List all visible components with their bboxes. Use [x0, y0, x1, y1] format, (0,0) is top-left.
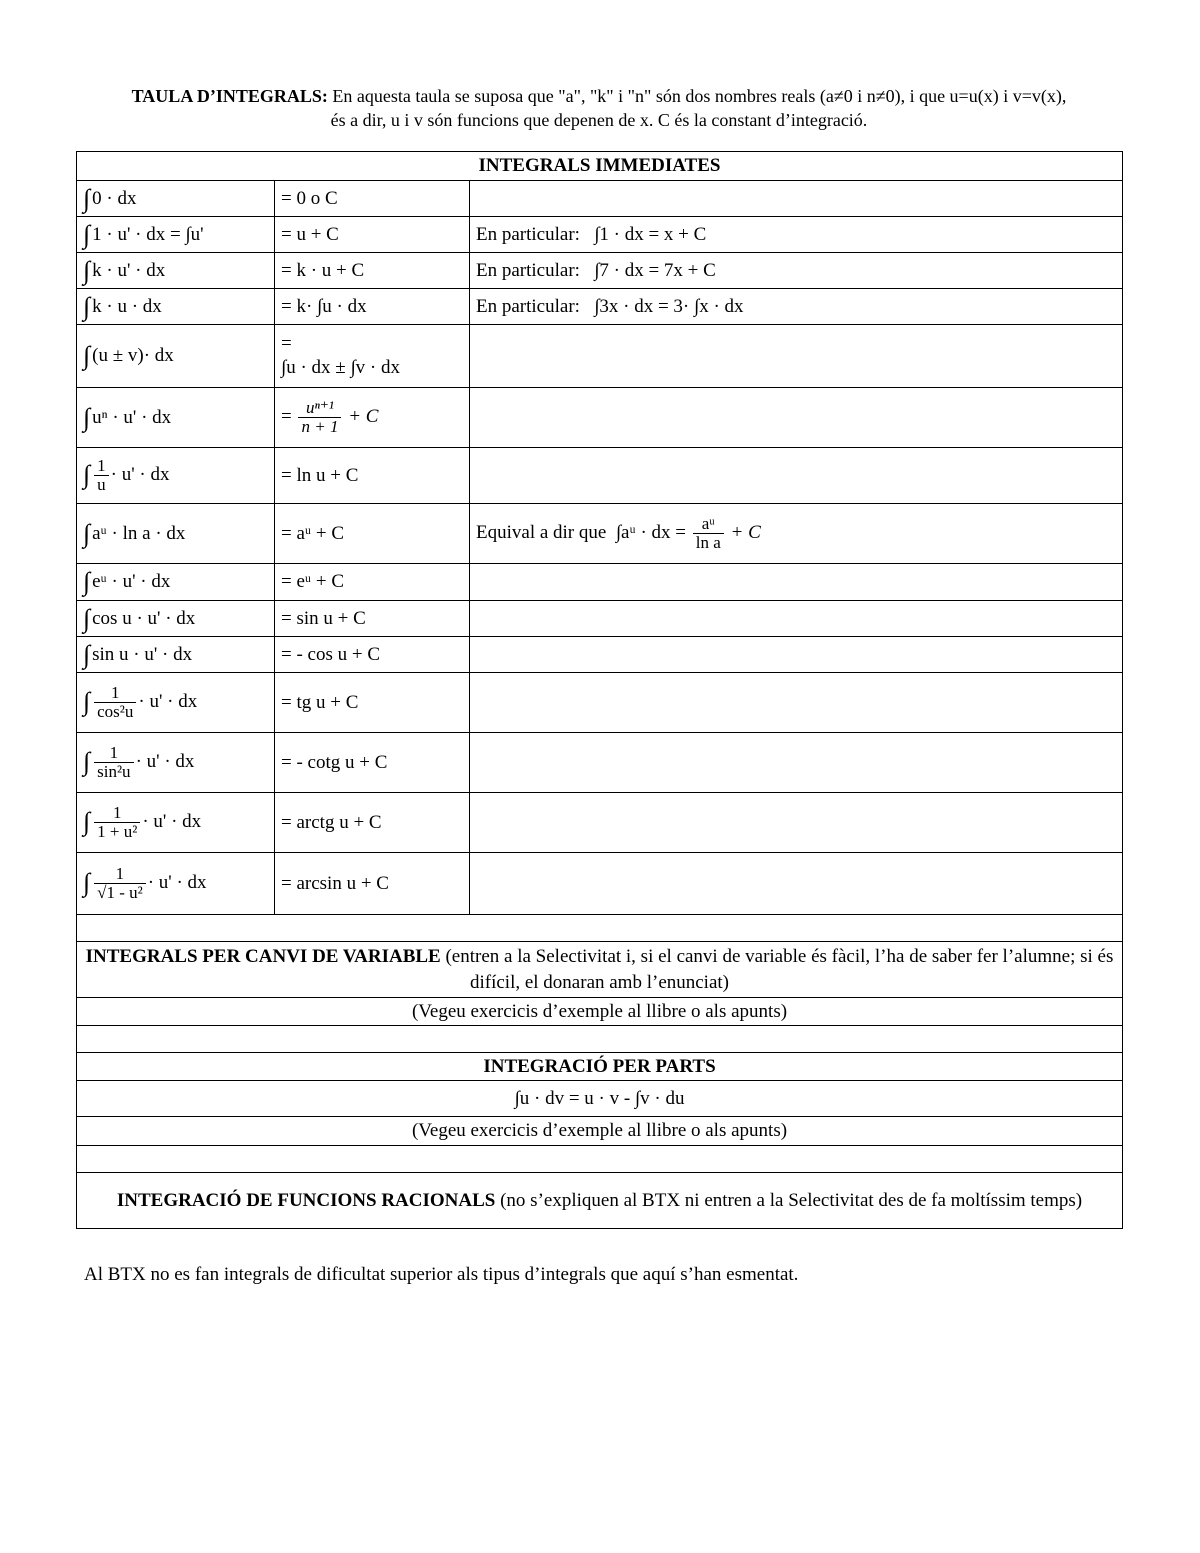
- note-cell: [470, 853, 1123, 915]
- note-cell: [470, 673, 1123, 733]
- table-row: [77, 448, 1123, 504]
- fraction: $\frac{1}{u}$: [94, 457, 109, 494]
- spacer-row: [77, 915, 1123, 942]
- table-row: [77, 504, 1123, 564]
- note-cell: En particular: ∫3x · dx = 3· ∫x · dx: [470, 289, 1123, 325]
- intro-line-2: és a dir, u i v són funcions que depenen de x. C és la constant d’integració.: [330, 110, 868, 130]
- result-cell: = tg u + C: [275, 673, 470, 733]
- integrand-cell: ∫ 0 · dx: [77, 181, 275, 217]
- table-row: [77, 564, 1123, 601]
- result-cell: = k · u + C: [275, 253, 470, 289]
- table-row: [77, 998, 1123, 1026]
- integrand-cell: ∫ sin u · u' · dx: [77, 637, 275, 673]
- integral-sign-icon: ∫: [83, 183, 91, 213]
- parts-note: (Vegeu exercicis d’exemple al llibre o als apunts): [77, 1117, 1123, 1146]
- note-cell: [470, 793, 1123, 853]
- result-cell: = sin u + C: [275, 601, 470, 637]
- integrand-cell: ∫ 1 · u' · dx = ∫u': [77, 217, 275, 253]
- footer-note: Al BTX no es fan integrals de dificultat superior als tipus d’integrals que aquí s’han esmentat.: [84, 1264, 799, 1285]
- integral-sign-icon: ∫: [83, 867, 91, 897]
- result-cell: = ∫u · dx ± ∫v · dx: [275, 325, 470, 388]
- result-cell: = k· ∫u · dx: [275, 289, 470, 325]
- result-cell: = $\frac{\text{uⁿ⁺¹}}{n + 1}$ + C: [275, 388, 470, 448]
- integrand-cell: ∫ uⁿ · u' · dx: [77, 388, 275, 448]
- note-cell: En particular: ∫7 · dx = 7x + C: [470, 253, 1123, 289]
- result-cell: = eᵘ + C: [275, 564, 470, 601]
- result-cell: = ln u + C: [275, 448, 470, 504]
- parts-formula: ∫u · dv = u · v - ∫v · du: [77, 1081, 1123, 1117]
- fraction: $\frac{1}{\text{√1 - u²}}$: [94, 865, 146, 902]
- rational-text: (no s’expliquen al BTX ni entren a la Selectivitat des de fa moltíssim temps): [495, 1189, 1083, 1211]
- integral-sign-icon: ∫: [83, 291, 91, 321]
- integral-sign-icon: ∫: [83, 806, 91, 836]
- integrand-cell: ∫ $\frac{1}{u}$ · u' · dx: [77, 448, 275, 504]
- table-row: [77, 733, 1123, 793]
- result-cell: = - cotg u + C: [275, 733, 470, 793]
- immediate-header: INTEGRALS IMMEDIATES: [77, 152, 1123, 181]
- note-cell: [470, 637, 1123, 673]
- integrand-cell: ∫ (u ± v)· dx: [77, 325, 275, 388]
- integral-sign-icon: ∫: [83, 402, 91, 432]
- table-row: [77, 289, 1123, 325]
- intro-line-1: En aquesta taula se suposa que "a", "k" i "n" són dos nombres reals (a≠0 i n≠0), i que u=u(x) i v=v(x),: [332, 86, 1067, 106]
- result-cell: = 0 o C: [275, 181, 470, 217]
- integral-sign-icon: ∫: [83, 567, 91, 596]
- integral-sign-icon: ∫: [83, 639, 91, 669]
- table-row: [77, 253, 1123, 289]
- section-parts: [77, 1053, 1123, 1081]
- note-cell: [470, 181, 1123, 217]
- table-row: [77, 217, 1123, 253]
- note-cell: En particular: ∫1 · dx = x + C: [470, 217, 1123, 253]
- intro-paragraph: [76, 84, 1122, 132]
- spacer-row: [77, 1026, 1123, 1053]
- note-cell: [470, 388, 1123, 448]
- note-cell: [470, 733, 1123, 793]
- result-cell: = arcsin u + C: [275, 853, 470, 915]
- integrand-cell: ∫ cos u · u' · dx: [77, 601, 275, 637]
- integrand-cell: ∫ $\frac{1}{\text{√1 - u²}}$ · u' · dx: [77, 853, 275, 915]
- note-cell: Equival a dir que ∫aᵘ · dx = $\frac{\text{aᵘ}}{\text{ln a}}$ + C: [470, 504, 1123, 564]
- note-cell: [470, 564, 1123, 601]
- integral-sign-icon: ∫: [83, 603, 91, 633]
- fraction: $\frac{\text{aᵘ}}{\text{ln a}}$: [693, 515, 724, 552]
- result-cell: = u + C: [275, 217, 470, 253]
- integral-sign-icon: ∫: [83, 746, 91, 776]
- result-cell: = - cos u + C: [275, 637, 470, 673]
- rational-title: INTEGRACIÓ DE FUNCIONS RACIONALS: [116, 1189, 496, 1211]
- section-substitution: [77, 942, 1123, 998]
- note-cell: [470, 448, 1123, 504]
- integral-sign-icon: ∫: [83, 686, 91, 716]
- table-row: [77, 325, 1123, 388]
- integral-sign-icon: ∫: [83, 219, 91, 249]
- table-row: [77, 388, 1123, 448]
- fraction: $\frac{1}{\text{cos²u}}$: [94, 684, 136, 721]
- section-rational: [77, 1173, 1123, 1229]
- table-row: [77, 1117, 1123, 1146]
- integrand-cell: ∫ $\frac{1}{\text{cos²u}}$ · u' · dx: [77, 673, 275, 733]
- integrand-cell: ∫ eᵘ · u' · dx: [77, 564, 275, 601]
- table-row: [77, 793, 1123, 853]
- table-row: [77, 1081, 1123, 1117]
- integral-sign-icon: ∫: [83, 341, 91, 370]
- spacer-row: [77, 1146, 1123, 1173]
- integrand-cell: ∫ k · u' · dx: [77, 253, 275, 289]
- parts-title: INTEGRACIÓ PER PARTS: [77, 1053, 1123, 1081]
- section-header-immediate: [77, 152, 1123, 181]
- table-row: [77, 601, 1123, 637]
- fraction: $\frac{\text{uⁿ⁺¹}}{n + 1}$: [298, 399, 341, 436]
- substitution-text: (entren a la Selectivitat i, si el canvi de variable és fàcil, l’ha de saber fer l’alumne; si és difícil, el donaran amb l’enunciat): [440, 945, 1114, 993]
- substitution-title: INTEGRALS PER CANVI DE VARIABLE: [85, 945, 441, 967]
- result-cell: = arctg u + C: [275, 793, 470, 853]
- integrand-cell: ∫ $\frac{1}{\text{sin²u}}$ · u' · dx: [77, 733, 275, 793]
- fraction: $\frac{1}{\text{sin²u}}$: [94, 744, 133, 781]
- table-row: [77, 853, 1123, 915]
- integral-sign-icon: ∫: [83, 518, 91, 548]
- integrals-table: [76, 151, 1123, 1229]
- table-row: [77, 637, 1123, 673]
- result-cell: = aᵘ + C: [275, 504, 470, 564]
- integrand-cell: ∫ aᵘ · ln a · dx: [77, 504, 275, 564]
- table-row: [77, 673, 1123, 733]
- integral-sign-icon: ∫: [83, 459, 91, 489]
- table-title: TAULA D’INTEGRALS:: [131, 86, 328, 106]
- integral-sign-icon: ∫: [83, 255, 91, 285]
- fraction: $\frac{1}{\text{1 + u²}}$: [94, 804, 140, 841]
- integrand-cell: ∫ $\frac{1}{\text{1 + u²}}$ · u' · dx: [77, 793, 275, 853]
- integrand-cell: ∫ k · u · dx: [77, 289, 275, 325]
- substitution-note: (Vegeu exercicis d’exemple al llibre o als apunts): [77, 998, 1123, 1026]
- table-row: [77, 181, 1123, 217]
- note-cell: [470, 325, 1123, 388]
- note-cell: [470, 601, 1123, 637]
